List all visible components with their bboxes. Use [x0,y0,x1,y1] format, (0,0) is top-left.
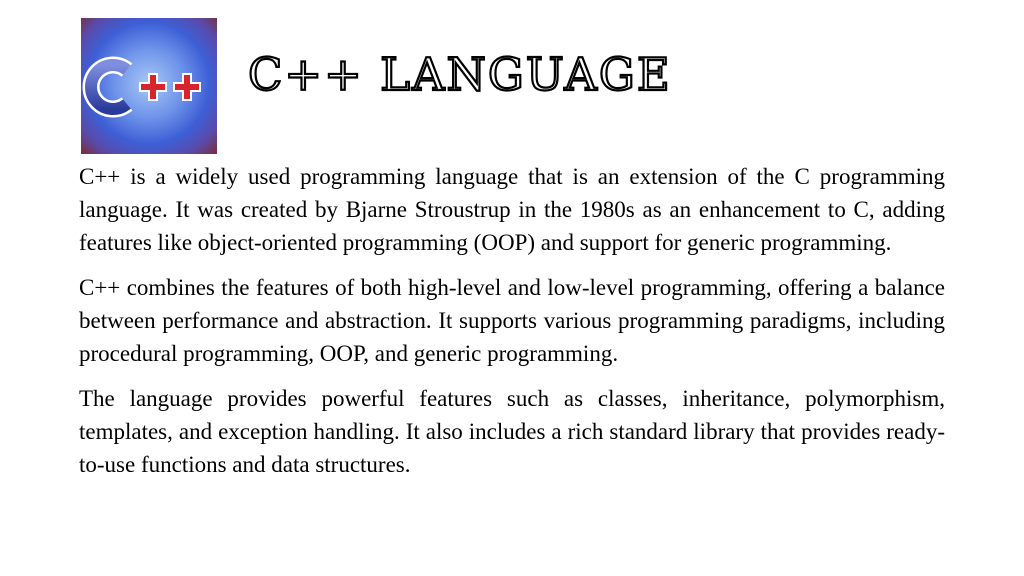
body-content [79,160,945,493]
page-title: C++ LANGUAGE [248,48,672,101]
paragraph-features: C++ combines the features of both high-level and low-level programming, offering a balance between performance and abstraction. It supports various programming paradigms, including procedural programming, OOP, and generic programming. [79,275,945,366]
paragraph-intro: C++ is a widely used programming language that is an extension of the C programming language. It was created by Bjarne Stroustrup in the 1980s as an enhancement to C, adding features like object-oriented programming (OOP) and support for generic programming. [79,164,945,255]
paragraph-language: The language provides powerful features such as classes, inheritance, polymorphism, templates, and exception handling. It also includes a rich standard library that provides ready-to-use functions and data structures. [79,386,945,477]
cpp-logo [81,18,217,154]
